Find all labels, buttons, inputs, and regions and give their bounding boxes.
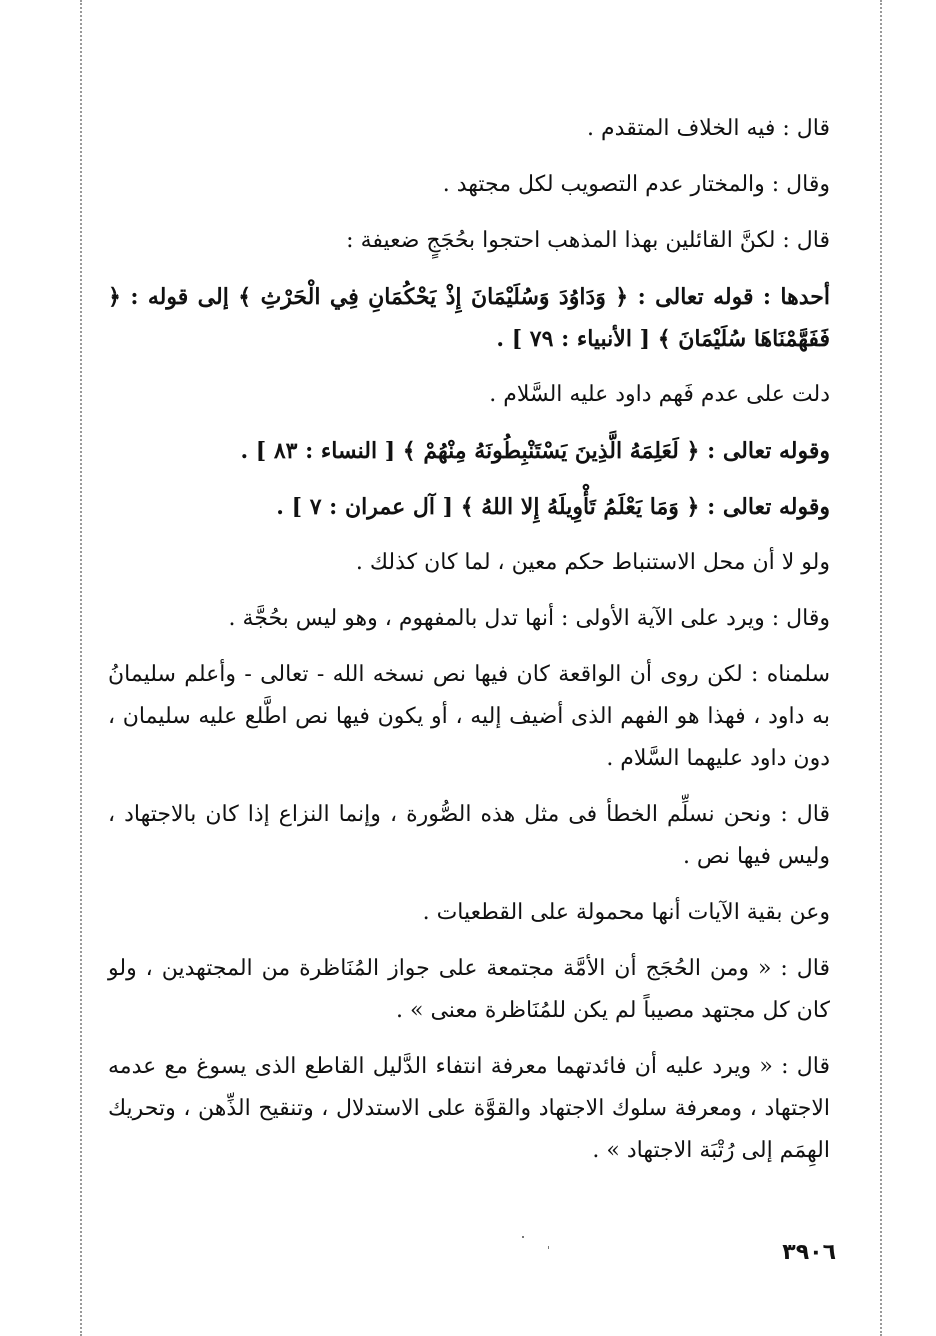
paragraph: دلت على عدم فَهم داود عليه السَّلام . <box>489 382 830 407</box>
paragraph: قال : « ومن الحُجَج أن الأمَّة مجتمعة على جواز المُنَاظرة من المجتهدين ، ولو كان كل مجتهد مصيباً لم يكن للمُنَاظرة معنى » . <box>108 956 830 1023</box>
left-margin-guide <box>80 0 82 1336</box>
scan-speck <box>522 1236 524 1238</box>
paragraph: سلمناه : لكن روى أن الواقعة كان فيها نص نسخه الله - تعالى - وأعلم سليمانُ به داود ، فهذا هو الفهم الذى أضيف إليه ، أو يكون فيها نص اطَّلع عليه سليمان ، دون داود عليهما السَّلام . <box>108 662 830 771</box>
paragraph-verse: وقوله تعالى : ﴿ وَمَا يَعْلَمُ تَأْوِيلَهُ إِلا اللهُ ﴾ [ آل عمران : ٧ ] . <box>276 494 830 520</box>
page-number: ٣٩٠٦ <box>782 1240 836 1265</box>
right-margin-guide <box>880 0 882 1336</box>
paragraph: وعن بقية الآيات أنها محمولة على القطعيات . <box>422 900 830 925</box>
paragraph-verse: وقوله تعالى : ﴿ لَعَلِمَهُ الَّذِينَ يَسْتَنْبِطُونَهُ مِنْهُمْ ﴾ [ النساء : ٨٣ ] . <box>240 438 830 464</box>
paragraph: قال : لكنَّ القائلين بهذا المذهب احتجوا بحُجَجٍ ضعيفة : <box>346 228 830 253</box>
body-text <box>108 108 830 1172</box>
paragraph: قال : فيه الخلاف المتقدم . <box>587 116 830 141</box>
scan-speck <box>548 1246 549 1249</box>
paragraph: وقال : ويرد على الآية الأولى : أنها تدل بالمفهوم ، وهو ليس بحُجَّة . <box>228 606 830 631</box>
paragraph-verse: أحدها : قوله تعالى : ﴿ وَدَاوُدَ وَسُلَيْمَانَ إِذْ يَحْكُمَانِ فِي الْحَرْثِ ﴾ إلى قوله : ﴿ فَفَهَّمْنَاهَا سُلَيْمَانَ ﴾ [ الأنبياء : ٧٩ ] . <box>108 284 830 352</box>
paragraph: قال : ونحن نسلِّم الخطأ فى مثل هذه الصُّورة ، وإنما النزاع إذا كان بالاجتهاد ، وليس فيها نص . <box>108 802 830 869</box>
paragraph: قال : « ويرد عليه أن فائدتهما معرفة انتفاء الدَّليل القاطع الذى يسوغ مع عدمه الاجتهاد ، ومعرفة سلوك الاجتهاد والقوَّة على الاستدلال ، وتنقيح الذِّهن ، وتحريك الهِمَم إلى رُتْبَة الاجتهاد » . <box>108 1054 830 1163</box>
paragraph: وقال : والمختار عدم التصويب لكل مجتهد . <box>442 172 830 197</box>
paragraph: ولو لا أن محل الاستنباط حكم معين ، لما كان كذلك . <box>355 550 830 575</box>
